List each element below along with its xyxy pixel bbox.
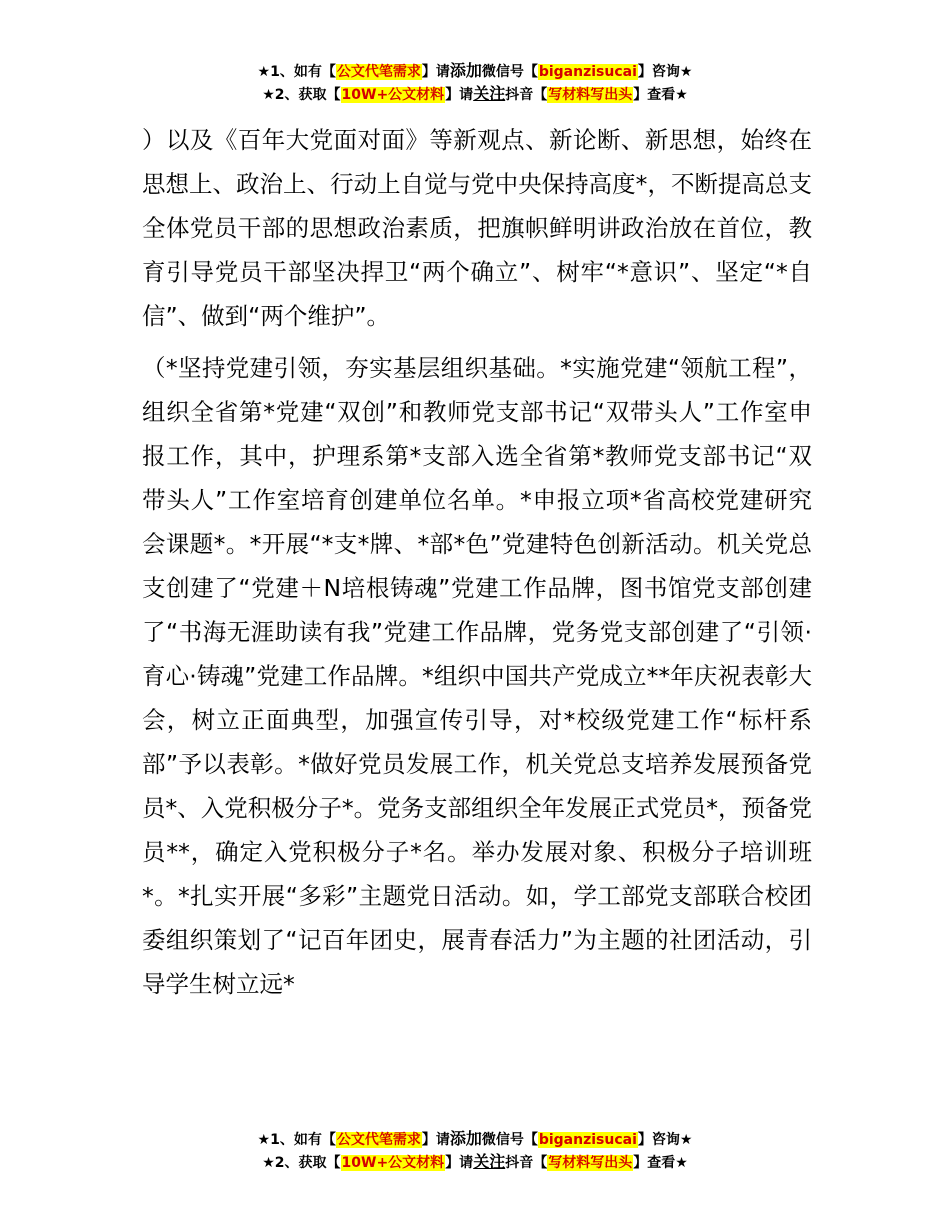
banner-text: 】请 xyxy=(421,1132,450,1148)
banner-emphasis: 关注 xyxy=(473,84,506,103)
paragraph: （*坚持党建引领，夯实基层组织基础。*实施党建“领航工程”，组织全省第*党建“双创”和教师党支部书记“双带头人”工作室申报工作，其中，护理系第*支部入选全省第*教师党支部书记“双带头人”工作室培育创建单位名单。*申报立项*省高校党建研究会课题*。*开展“*支*牌、*部*色”党建特色创新活动。机关党总支创建了“党建＋N培根铸魂”党建工作品牌，图书馆党支部创建了“书海无涯助读有我”党建工作品牌，党务党支部创建了“引领·育心·铸魂”党建工作品牌。*组织中国共产党成立**年庆祝表彰大会，树立正面典型，加强宣传引导，对*校级党建工作“标杆系部”予以表彰。*做好党员发展工作，机关党总支培养发展预备党员*、入党积极分子*。党务支部组织全年发展正式党员*，预备党员**，确定入党积极分子*名。举办发展对象、积极分子培训班*。*扎实开展“多彩”主题党日活动。如，学工部党支部联合校团委组织策划了“记百年团史，展青春活力”为主题的社团活动，引导学生树立远* xyxy=(142,354,812,998)
paragraph: ）以及《百年大党面对面》等新观点、新论断、新思想，始终在思想上、政治上、行动上自觉与党中央保持高度*，不断提高总支全体党员干部的思想政治素质，把旗帜鲜明讲政治放在首位，教育引导党员干部坚决捍卫“两个确立”、树牢“*意识”、坚定“*自信”、做到“两个维护”。 xyxy=(142,126,812,330)
document-body xyxy=(142,118,812,1006)
banner-text: 】请 xyxy=(421,64,450,80)
banner-text: 微信号【 xyxy=(481,1132,538,1148)
banner-line-2 xyxy=(0,1151,950,1174)
banner-text: 抖音【 xyxy=(505,1155,548,1171)
banner-emphasis: 添加 xyxy=(449,61,482,80)
highlight-materials: 10W+公文材料 xyxy=(341,87,445,103)
banner-text: 】查看★ xyxy=(633,87,688,103)
highlight-douyin-id: 写材料写出头 xyxy=(548,87,633,103)
banner-emphasis: 添加 xyxy=(449,1129,482,1148)
banner-text: 抖音【 xyxy=(505,87,548,103)
banner-line-2 xyxy=(0,83,950,106)
banner-text: ★2、获取【 xyxy=(262,1155,341,1171)
highlight-materials: 10W+公文材料 xyxy=(341,1155,445,1171)
banner-text: 】请 xyxy=(445,1155,474,1171)
banner-emphasis: 关注 xyxy=(473,1152,506,1171)
banner-text: ★1、如有【 xyxy=(257,1132,336,1148)
banner-text: 微信号【 xyxy=(481,64,538,80)
banner-line-1 xyxy=(0,60,950,83)
banner-text: 】请 xyxy=(445,87,474,103)
banner-text: 】查看★ xyxy=(633,1155,688,1171)
banner-text: 】咨询★ xyxy=(637,1132,693,1148)
highlight-douyin-id: 写材料写出头 xyxy=(548,1155,633,1171)
footer-banner xyxy=(0,1128,950,1174)
header-banner xyxy=(0,60,950,106)
highlight-wechat-id: biganzisucai xyxy=(538,1132,637,1148)
banner-text: 】咨询★ xyxy=(637,64,693,80)
banner-text: ★2、获取【 xyxy=(262,87,341,103)
highlight-ghostwriting: 公文代笔需求 xyxy=(336,64,421,80)
banner-line-1 xyxy=(0,1128,950,1151)
highlight-wechat-id: biganzisucai xyxy=(538,64,637,80)
highlight-ghostwriting: 公文代笔需求 xyxy=(336,1132,421,1148)
banner-text: ★1、如有【 xyxy=(257,64,336,80)
